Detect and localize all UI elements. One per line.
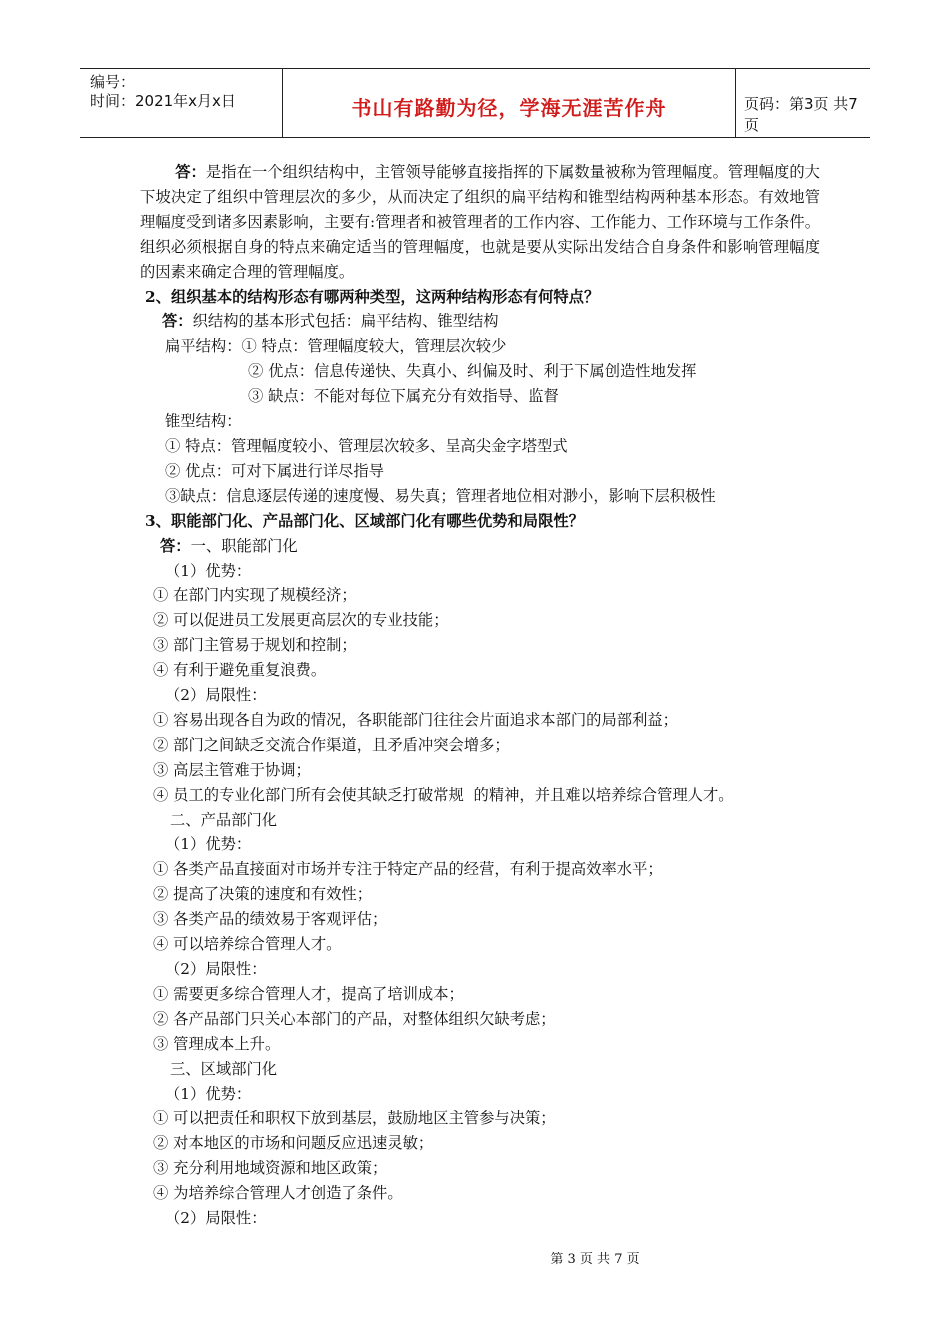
header-motto: 书山有路勤为径，学海无涯苦作舟	[351, 96, 667, 120]
list-item: ② 部门之间缺乏交流合作渠道，且矛盾冲突会增多；	[153, 735, 510, 754]
answer-label: 答：	[175, 163, 206, 181]
header-info-cell	[80, 69, 283, 137]
page-header	[80, 68, 870, 138]
cone-structure-disadvantage: ③缺点：信息逐层传递的速度慢、易失真；管理者地位相对渺小，影响下层积极性	[165, 486, 716, 505]
cone-structure-title: 锥型结构：	[165, 412, 242, 431]
document-number-label: 编号：	[90, 73, 136, 91]
list-heading: （2）局限性：	[165, 960, 267, 978]
list-item: ④ 为培养综合管理人才创造了条件。	[153, 1184, 403, 1203]
cone-structure-feature: ① 特点：管理幅度较小、管理层次较多、呈高尖金字塔型式	[165, 436, 568, 455]
list-heading: （1）优势：	[165, 561, 252, 580]
list-item: ③ 高层主管难于协调；	[153, 760, 311, 779]
question-2: 2、组织基本的结构形态有哪两种类型，这两种结构形态有何特点？	[145, 287, 600, 306]
list-item: ① 容易出现各自为政的情况，各职能部门往往会片面追求本部门的局部利益；	[153, 710, 678, 729]
flat-structure-disadvantage: ③ 缺点：不能对每位下属充分有效指导、监督	[248, 387, 559, 406]
list-item: ③ 充分利用地域资源和地区政策；	[153, 1159, 388, 1178]
answer-3	[160, 534, 820, 559]
section-title: 二、产品部门化	[170, 810, 278, 829]
header-page-cell	[736, 69, 870, 137]
list-heading: （1）优势：	[165, 1084, 252, 1103]
list-item: ③ 部门主管易于规划和控制；	[153, 636, 357, 655]
answer-label: 答：	[160, 536, 191, 555]
answer-text: 一、职能部门化	[190, 536, 298, 555]
list-item: ④ 可以培养综合管理人才。	[153, 935, 342, 954]
list-item: ③ 管理成本上升。	[153, 1034, 281, 1053]
list-item: ① 需要更多综合管理人才，提高了培训成本；	[153, 984, 464, 1003]
answer-text: 织结构的基本形式包括：扁平结构、锥型结构	[192, 312, 499, 331]
list-item: ④ 有利于避免重复浪费。	[153, 661, 327, 680]
question-3: 3、职能部门化、产品部门化、区域部门化有哪些优势和局限性？	[145, 511, 584, 530]
list-item: ① 各类产品直接面对市场并专注于特定产品的经营，有利于提高效率水平；	[153, 860, 663, 879]
document-body	[140, 160, 820, 1231]
list-item: ② 对本地区的市场和问题反应迅速灵敏；	[153, 1134, 434, 1153]
answer-text: 是指在一个组织结构中，主管领导能够直接指挥的下属数量被称为管理幅度。管理幅度的大下坡决定了组织中管理层次的多少，从而决定了组织的扁平结构和锥型结构两种基本形态。有效地管理幅度受到诸多因素影响，主要有:管理者和被管理者的工作内容、工作能力、工作环境与工作条件。组织必须根据自身的特点来确定适当的管理幅度，也就是要从实际出发结合自身条件和影响管理幅度的因素来确定合理的管理幅度。	[140, 163, 820, 281]
list-heading: （1）优势：	[165, 835, 252, 854]
list-item: ① 可以把责任和职权下放到基层，鼓励地区主管参与决策；	[153, 1109, 556, 1128]
flat-structure-advantage: ② 优点：信息传递快、失真小、纠偏及时、利于下属创造性地发挥	[248, 362, 697, 381]
header-motto-cell	[283, 69, 736, 137]
header-page-number: 页码：第3页 共7页	[744, 95, 858, 134]
section-title: 三、区域部门化	[170, 1059, 278, 1078]
answer-2	[162, 309, 820, 334]
list-heading: （2）局限性：	[165, 1209, 267, 1228]
page-footer	[0, 1248, 950, 1267]
list-item: ① 在部门内实现了规模经济；	[153, 586, 357, 605]
list-item: ② 可以促进员工发展更高层次的专业技能；	[153, 611, 449, 630]
answer-label: 答：	[162, 312, 193, 331]
answer-paragraph-1	[140, 160, 820, 285]
document-date-label: 时间：2021年x月x日	[90, 92, 236, 110]
list-item: ④ 员工的专业化部门所有会使其缺乏打破常规 的精神，并且难以培养综合管理人才。	[153, 785, 734, 804]
list-item: ② 各产品部门只关心本部门的产品，对整体组织欠缺考虑；	[153, 1009, 556, 1028]
list-item: ③ 各类产品的绩效易于客观评估；	[153, 910, 388, 929]
list-item: ② 提高了决策的速度和有效性；	[153, 885, 373, 904]
list-heading: （2）局限性：	[165, 686, 267, 705]
flat-structure-feature: 扁平结构：① 特点：管理幅度较大，管理层次较少	[165, 337, 507, 356]
footer-page-number: 第 3 页 共 7 页	[550, 1252, 640, 1267]
cone-structure-advantage: ② 优点：可对下属进行详尽指导	[165, 461, 385, 480]
